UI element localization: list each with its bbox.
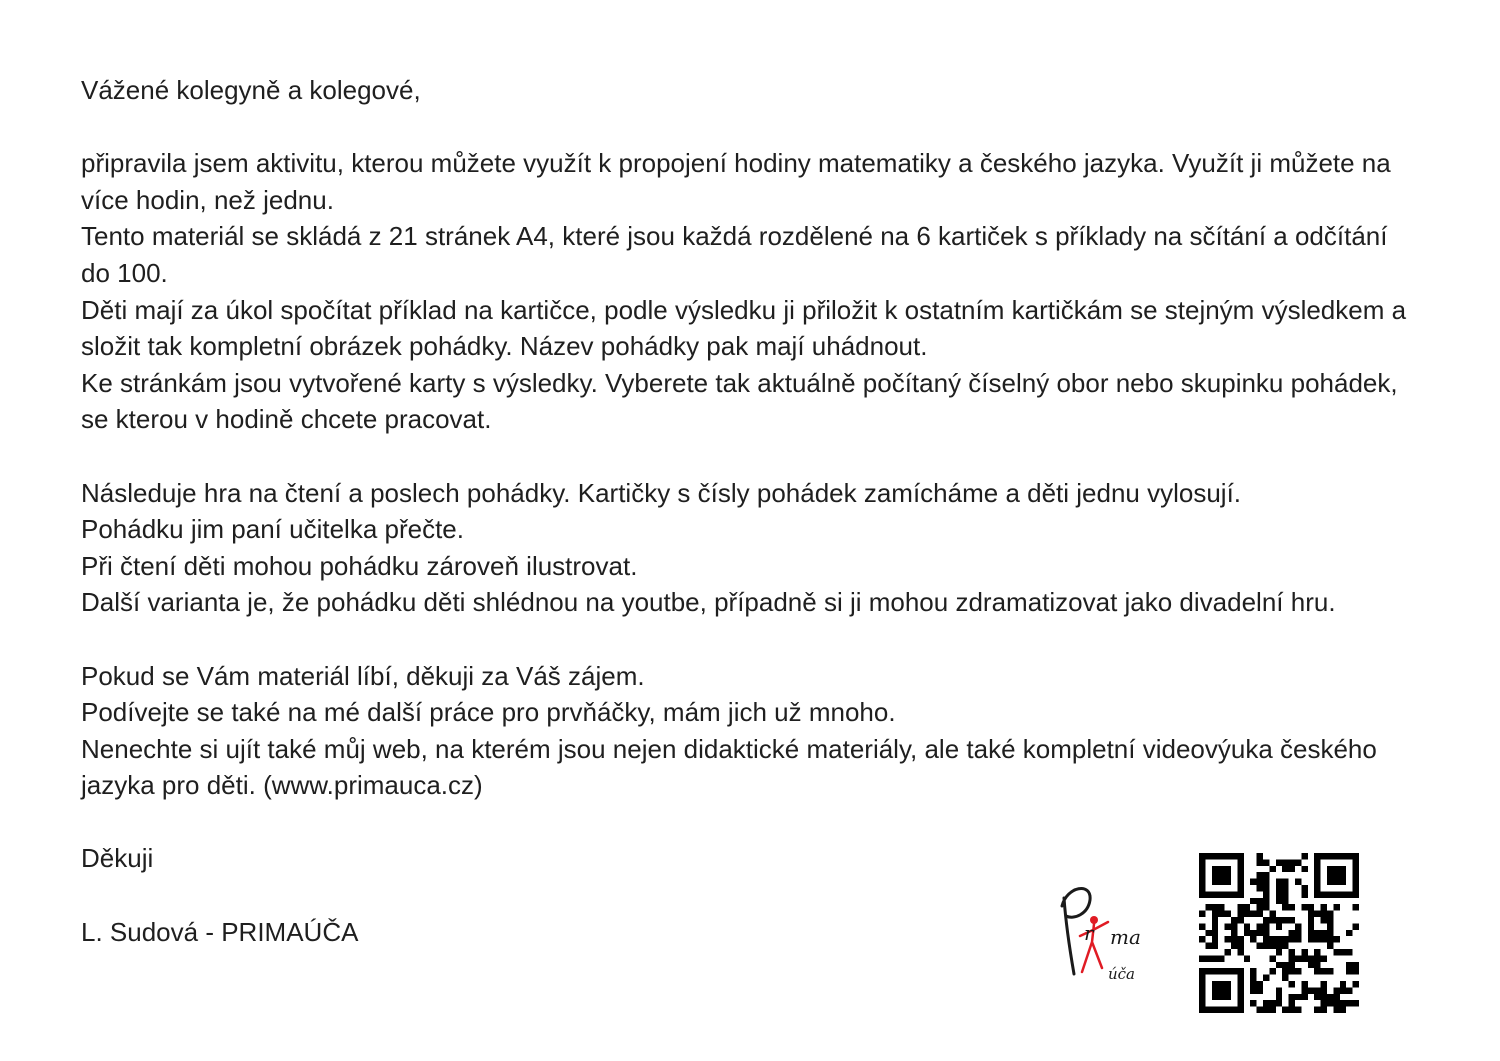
svg-text:úča: úča: [1108, 965, 1136, 983]
paragraph-line: Pokud se Vám materiál líbí, děkuji za Váš zájem.: [81, 660, 645, 691]
spacer: [81, 109, 1411, 146]
paragraph-line: Pohádku jim paní učitelka přečte.: [81, 514, 464, 545]
spacer: [81, 621, 1411, 658]
paragraph-line: Ke stránkám jsou vytvořené karty s výsledky. Vyberete tak aktuálně počítaný číselný obor nebo skupinku pohádek, se kterou v hodině chcete pracovat.: [81, 367, 1398, 435]
paragraph-line: Děti mají za úkol spočítat příklad na kartičce, podle výsledku ji přiložit k ostatním kartičkám se stejným výsledkem a složit tak kompletní obrázek pohádky. Název pohádky pak mají uhádnout.: [81, 294, 1407, 362]
svg-text:r: r: [1084, 921, 1094, 945]
paragraph-line: Další varianta je, že pohádku děti shlédnou na youtbe, případně si ji mohou zdramatizovat jako divadelní hru.: [81, 587, 1336, 618]
paragraph-line: Následuje hra na čtení a poslech pohádky. Kartičky s čísly pohádek zamícháme a děti jednu vylosují.: [81, 477, 1242, 508]
svg-text:ma: ma: [1110, 925, 1141, 949]
thanks-line: Děkuji: [81, 843, 154, 874]
prima-uca-logo-icon: [1052, 876, 1152, 986]
qr-code-icon: [1199, 853, 1359, 1013]
paragraph-line: Tento materiál se skládá z 21 stránek A4, které jsou každá rozdělené na 6 kartiček s příklady na sčítání a odčítání do 100.: [81, 221, 1388, 288]
paragraph-line: připravila jsem aktivitu, kterou můžete využít k propojení hodiny matematiky a českého jazyka. Využít ji můžete na více hodin, než jednu.: [81, 148, 1391, 215]
paragraph-line: Při čtení děti mohou pohádku zároveň ilustrovat.: [81, 550, 638, 581]
spacer: [81, 438, 1411, 475]
signature: L. Sudová - PRIMAÚČA: [81, 916, 359, 947]
letter-body: [81, 72, 1411, 950]
paragraph-line: Nenechte si ujít také můj web, na kterém jsou nejen didaktické materiály, ale také kompletní videovýuka českého jazyka pro děti. (www.primauca.cz): [81, 733, 1377, 801]
greeting: Vážené kolegyně a kolegové,: [81, 75, 421, 105]
spacer: [81, 804, 1411, 841]
paragraph-line: Podívejte se také na mé další práce pro prvňáčky, mám jich už mnoho.: [81, 697, 896, 728]
